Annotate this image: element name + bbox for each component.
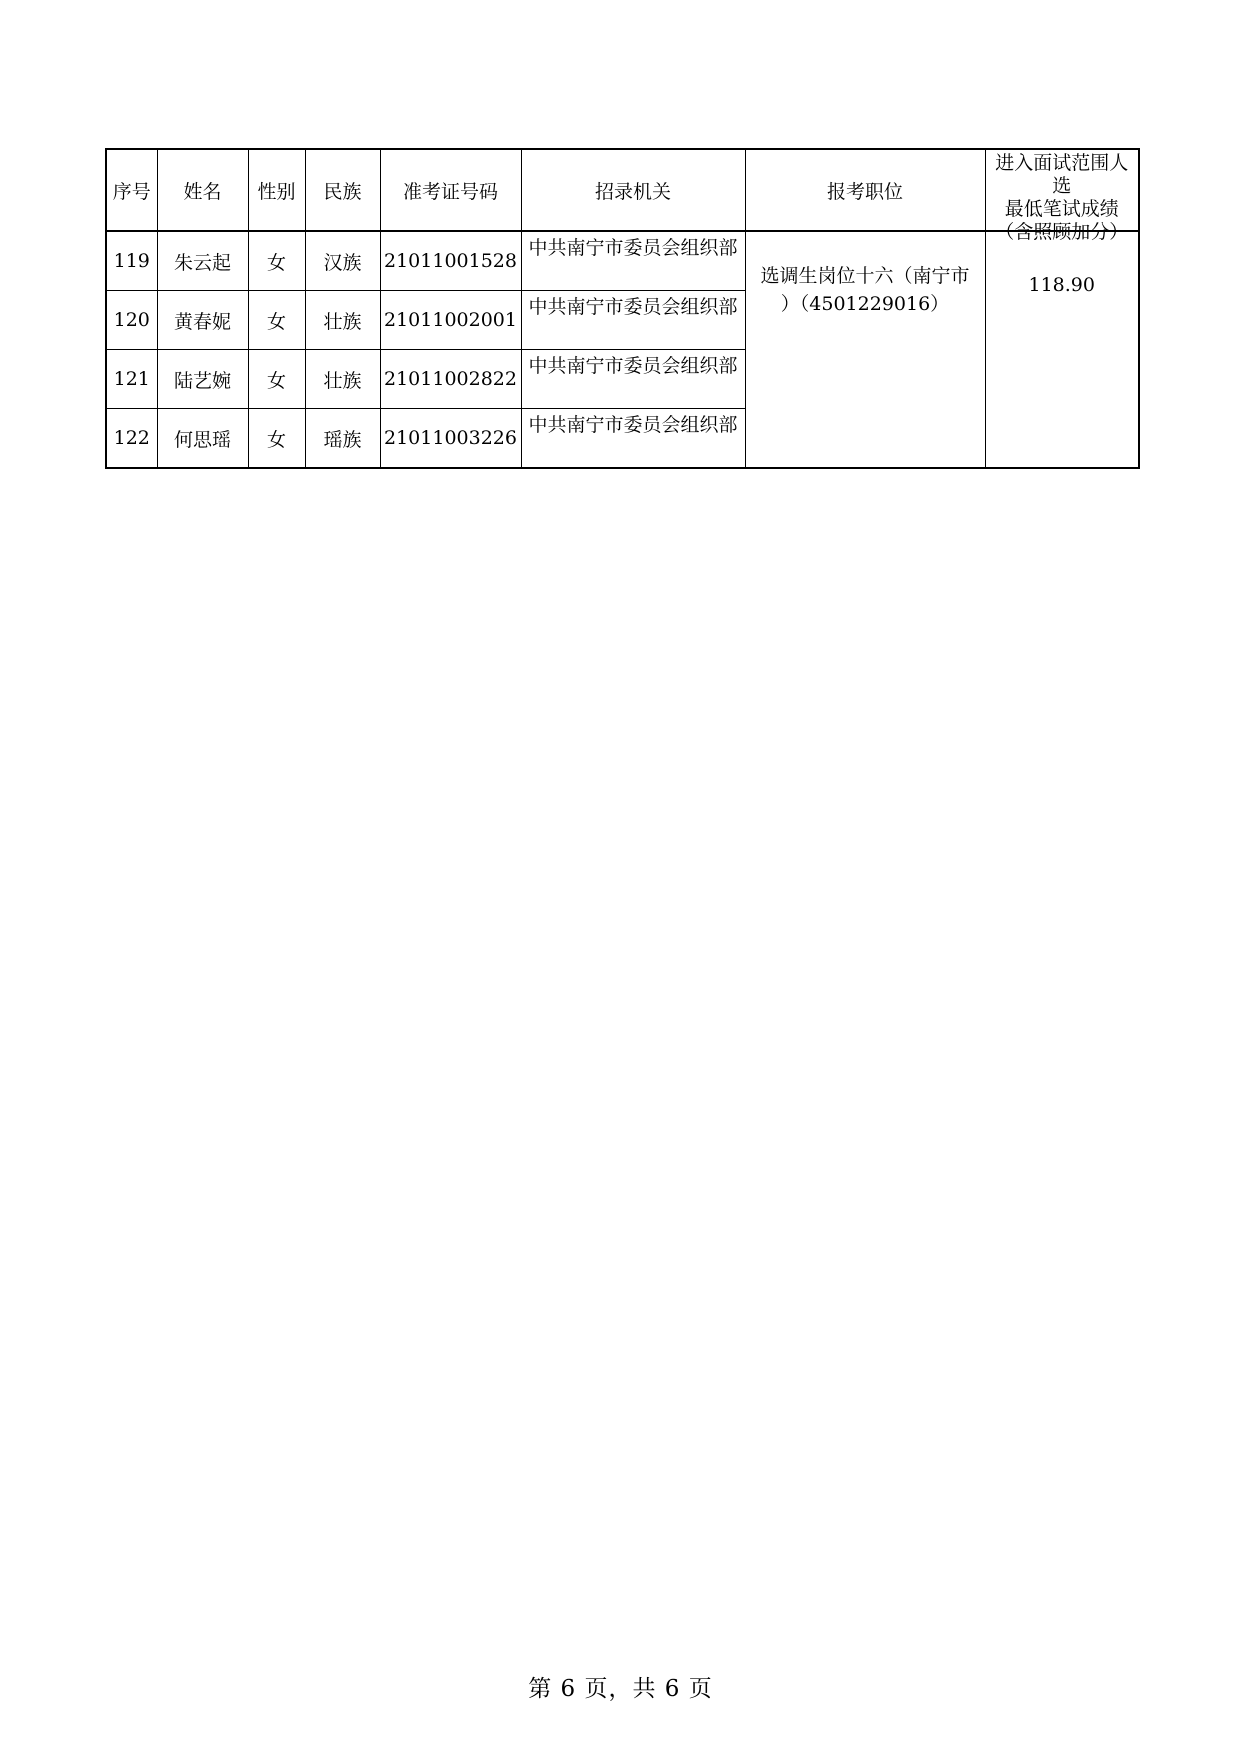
header-min-score xyxy=(985,149,1139,243)
cell-ethnicity: 汉族 xyxy=(305,231,380,291)
cell-seq: 119 xyxy=(106,231,157,291)
header-name: 姓名 xyxy=(157,149,248,231)
header-min-score-line3: 最低笔试成绩 xyxy=(1004,198,1119,220)
cell-name: 黄春妮 xyxy=(157,291,248,350)
header-row xyxy=(106,149,1139,231)
header-position: 报考职位 xyxy=(745,149,985,231)
cell-exam-id: 21011001528 xyxy=(380,231,521,291)
cell-name: 朱云起 xyxy=(157,231,248,291)
cell-seq: 121 xyxy=(106,350,157,409)
cell-exam-id: 21011002822 xyxy=(380,350,521,409)
cell-agency xyxy=(521,291,745,350)
cell-gender: 女 xyxy=(248,291,305,350)
min-score-value: 118.90 xyxy=(1028,274,1095,296)
header-exam-id: 准考证号码 xyxy=(380,149,521,231)
cell-agency-text: 中共南宁市委员会组织部 xyxy=(528,355,738,377)
table-row xyxy=(106,231,1139,291)
page-footer xyxy=(0,1670,1241,1703)
cell-agency-text: 中共南宁市委员会组织部 xyxy=(528,296,738,318)
cell-agency xyxy=(521,231,745,291)
cell-exam-id: 21011002001 xyxy=(380,291,521,350)
header-min-score-line1: 进入面试范围人 xyxy=(995,152,1129,174)
cell-exam-id: 21011003226 xyxy=(380,409,521,469)
position-line1: 选调生岗位十六（南宁市 xyxy=(760,265,970,287)
header-min-score-line2: 选 xyxy=(1052,175,1072,197)
cell-agency xyxy=(521,409,745,469)
cell-name: 何思瑶 xyxy=(157,409,248,469)
cell-min-score xyxy=(985,231,1139,468)
cell-gender: 女 xyxy=(248,231,305,291)
cell-agency-text: 中共南宁市委员会组织部 xyxy=(528,237,738,259)
cell-seq: 120 xyxy=(106,291,157,350)
cell-ethnicity: 壮族 xyxy=(305,291,380,350)
page-number-label: 第 6 页，共 6 页 xyxy=(528,1676,713,1702)
cell-agency xyxy=(521,350,745,409)
header-seq: 序号 xyxy=(106,149,157,231)
header-agency: 招录机关 xyxy=(521,149,745,231)
cell-ethnicity: 瑶族 xyxy=(305,409,380,469)
position-line2: ）（4501229016） xyxy=(780,293,950,315)
cell-gender: 女 xyxy=(248,409,305,469)
header-ethnicity: 民族 xyxy=(305,149,380,231)
cell-name: 陆艺婉 xyxy=(157,350,248,409)
cell-position xyxy=(745,231,985,468)
cell-ethnicity: 壮族 xyxy=(305,350,380,409)
header-gender: 性别 xyxy=(248,149,305,231)
cell-gender: 女 xyxy=(248,350,305,409)
cell-seq: 122 xyxy=(106,409,157,469)
header-min-score-line4: （含照顾加分） xyxy=(995,221,1129,243)
cell-agency-text: 中共南宁市委员会组织部 xyxy=(528,414,738,436)
candidate-table xyxy=(105,148,1140,469)
